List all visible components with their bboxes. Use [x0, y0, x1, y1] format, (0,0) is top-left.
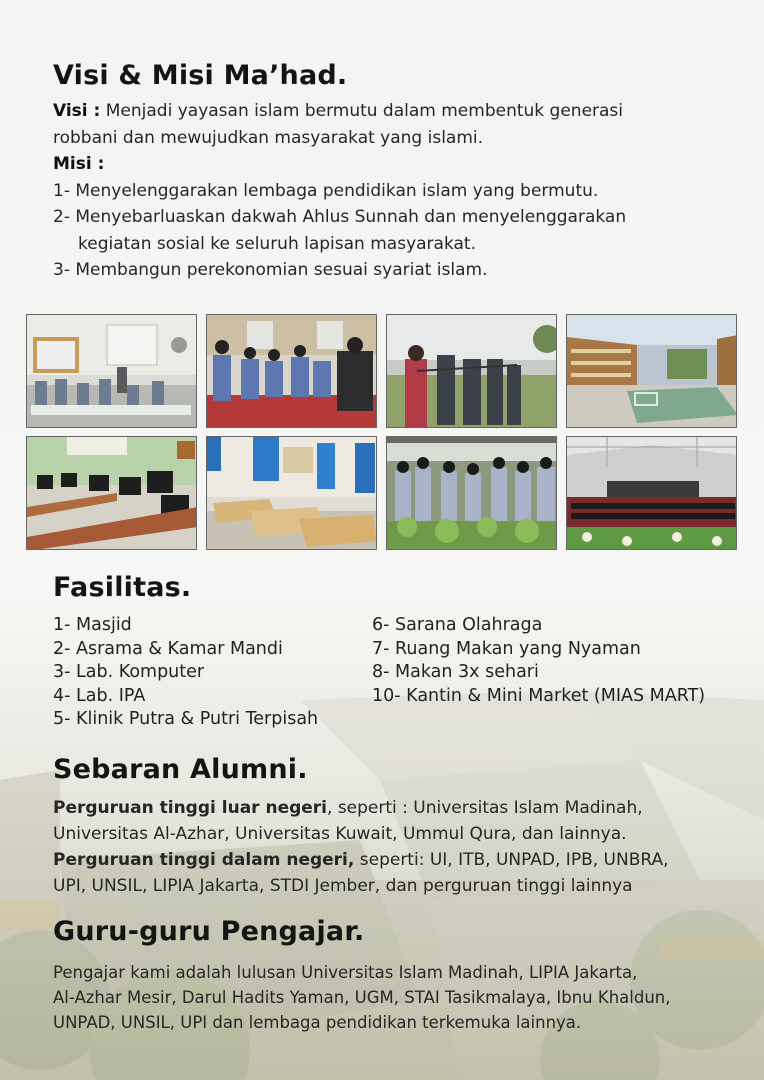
facility-item: 4- Lab. IPA: [53, 685, 146, 706]
teachers-section: [53, 960, 743, 1035]
facility-item: 8- Makan 3x sehari: [372, 662, 539, 682]
facility-item: 7- Ruang Makan yang Nyaman: [372, 638, 641, 659]
alumni-abroad-text-2: Universitas Al-Azhar, Universitas Kuwait, Ummul Qura, dan lainnya.: [53, 824, 627, 844]
facility-item: 3- Lab. Komputer: [53, 662, 205, 682]
alumni-domestic-label: Perguruan tinggi dalam negeri,: [53, 850, 355, 870]
alumni-abroad-label: Perguruan tinggi luar negeri: [53, 798, 328, 818]
alumni-heading: Sebaran Alumni.: [53, 754, 308, 785]
photo-garden: [386, 436, 557, 550]
teachers-line-1: Pengajar kami adalah lulusan Universitas Islam Madinah, LIPIA Jakarta,: [53, 963, 638, 982]
alumni-domestic-text-1: seperti: UI, ITB, UNPAD, IPB, UNBRA,: [354, 850, 669, 870]
visi-text-1: Menjadi yayasan islam bermutu dalam membentuk generasi: [105, 101, 624, 121]
alumni-abroad-line: [53, 795, 743, 821]
misi-item-1: 1- Menyelenggarakan lembaga pendidikan islam yang bermutu.: [53, 180, 599, 201]
alumni-abroad-text-1: , seperti : Universitas Islam Madinah,: [327, 798, 643, 818]
facility-item: 2- Asrama & Kamar Mandi: [53, 638, 283, 659]
visi-text-2: robbani dan mewujudkan masyarakat yang islami.: [53, 127, 484, 148]
alumni-domestic-line: [53, 847, 743, 873]
visi-line: [53, 98, 743, 125]
alumni-section: [53, 795, 743, 899]
photo-computer-lab: [26, 436, 197, 550]
misi-item-2-cont: kegiatan sosial ke seluruh lapisan masyarakat.: [78, 233, 476, 254]
photo-grid: [26, 314, 738, 554]
teachers-heading: Guru-guru Pengajar.: [53, 916, 365, 947]
visi-misi-heading: Visi & Misi Ma’had.: [53, 60, 348, 91]
facility-item: 1- Masjid: [53, 615, 132, 635]
alumni-domestic-text-2: UPI, UNSIL, LIPIA Jakarta, STDI Jember, dan perguruan tinggi lainnya: [53, 876, 633, 896]
facilities-heading: Fasilitas.: [53, 572, 192, 603]
visi-misi-section: [53, 98, 743, 284]
facilities-list-left: [53, 614, 373, 732]
teachers-line-2: Al-Azhar Mesir, Darul Hadits Yaman, UGM, STAI Tasikmalaya, Ibnu Khaldun,: [53, 988, 671, 1007]
facility-item: 10- Kantin & Mini Market (MIAS MART): [372, 685, 706, 706]
misi-item-3: 3- Membangun perekonomian sesuai syariat islam.: [53, 260, 488, 280]
photo-graduation: [566, 436, 737, 550]
facility-item: 5- Klinik Putra & Putri Terpisah: [53, 709, 319, 729]
facilities-list-right: [372, 614, 752, 708]
photo-classroom: [26, 314, 197, 428]
visi-label: Visi :: [53, 101, 101, 121]
misi-label: Misi :: [53, 154, 105, 174]
photo-field: [566, 314, 737, 428]
misi-item-2: 2- Menyebarluaskan dakwah Ahlus Sunnah dan menyelenggarakan: [53, 207, 627, 227]
facility-item: 6- Sarana Olahraga: [372, 615, 543, 635]
teachers-line-3: UNPAD, UNSIL, UPI dan lembaga pendidikan terkemuka lainnya.: [53, 1013, 582, 1032]
photo-archery: [386, 314, 557, 428]
photo-dormitory: [206, 436, 377, 550]
photo-study-circle: [206, 314, 377, 428]
